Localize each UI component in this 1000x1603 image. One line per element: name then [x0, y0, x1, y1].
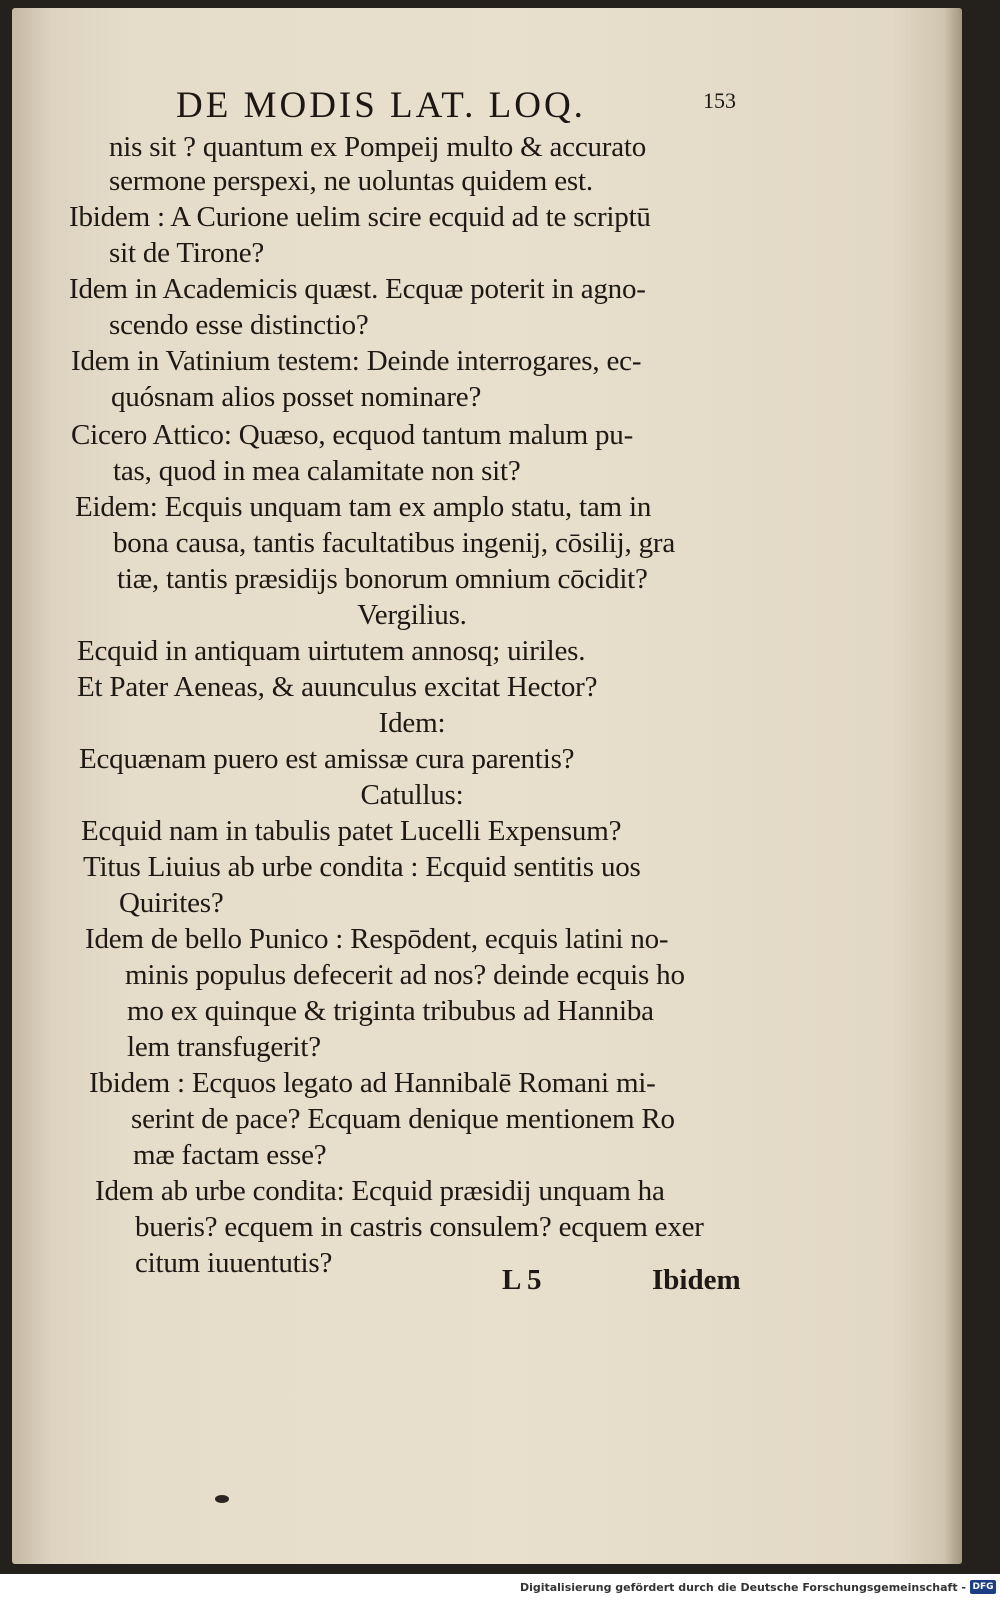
- dfg-logo: DFG: [970, 1580, 996, 1594]
- text-line: Idem in Academicis quæst. Ecquæ poterit in agno-: [69, 273, 646, 305]
- text-line: citum iuuentutis?: [135, 1247, 333, 1279]
- text-line: Cicero Attico: Quæso, ecquod tantum malum pu-: [71, 419, 634, 451]
- text-line: lem transfugerit?: [127, 1031, 321, 1063]
- text-line: Ibidem : A Curione uelim scire ecquid ad te scriptū: [69, 201, 651, 233]
- section-heading: Idem:: [378, 707, 446, 739]
- book-page: [12, 8, 962, 1564]
- text-line: bona causa, tantis facultatibus ingenij, cōsilij, gra: [113, 527, 675, 559]
- catchword: Ibidem: [652, 1264, 741, 1296]
- text-line: Ibidem : Ecquos legato ad Hannibalē Romani mi-: [89, 1067, 656, 1099]
- text-line: Ecquid nam in tabulis patet Lucelli Expensum?: [81, 815, 622, 847]
- text-line: mæ factam esse?: [133, 1139, 327, 1171]
- text-line: sermone perspexi, ne uoluntas quidem est.: [109, 165, 593, 197]
- folio-number: 153: [703, 88, 736, 113]
- running-head: DE MODIS LAT. LOQ.: [176, 85, 586, 126]
- digitization-footer: [0, 1578, 1000, 1603]
- section-heading: Vergilius.: [357, 599, 467, 631]
- text-line: Ecquænam puero est amissæ cura parentis?: [79, 743, 575, 775]
- text-line: mo ex quinque & triginta tribubus ad Hanniba: [127, 995, 654, 1027]
- text-line: Idem in Vatinium testem: Deinde interrogares, ec-: [71, 345, 642, 377]
- text-line: Ecquid in antiquam uirtutem annosq; uiriles.: [77, 635, 586, 667]
- text-line: quósnam alios posset nominare?: [111, 381, 482, 413]
- text-line: Eidem: Ecquis unquam tam ex amplo statu, tam in: [75, 491, 652, 523]
- text-line: scendo esse distinctio?: [109, 309, 369, 341]
- text-line: bueris? ecquem in castris consulem? ecquem exer: [135, 1211, 704, 1243]
- text-line: Et Pater Aeneas, & auunculus excitat Hector?: [77, 671, 598, 703]
- text-line: Quirites?: [119, 887, 224, 919]
- signature-mark: L 5: [502, 1264, 542, 1296]
- text-line: tas, quod in mea calamitate non sit?: [113, 455, 521, 487]
- body-text: [12, 8, 962, 1564]
- text-line: nis sit ? quantum ex Pompeij multo & accurato: [109, 131, 647, 163]
- text-line: minis populus defecerit ad nos? deinde ecquis ho: [125, 959, 685, 991]
- ink-mark: [215, 1495, 229, 1503]
- text-line: sit de Tirone?: [109, 237, 265, 269]
- footer-credit: Digitalisierung gefördert durch die Deutsche Forschungsgemeinschaft -: [519, 1581, 966, 1594]
- text-line: Idem ab urbe condita: Ecquid præsidij unquam ha: [95, 1175, 665, 1207]
- text-line: Titus Liuius ab urbe condita : Ecquid sentitis uos: [83, 851, 641, 883]
- text-line: serint de pace? Ecquam denique mentionem Ro: [131, 1103, 675, 1135]
- text-line: Idem de bello Punico : Respōdent, ecquis latini no-: [85, 923, 669, 955]
- text-line: tiæ, tantis præsidijs bonorum omnium cōcidit?: [117, 563, 648, 595]
- section-heading: Catullus:: [360, 779, 464, 811]
